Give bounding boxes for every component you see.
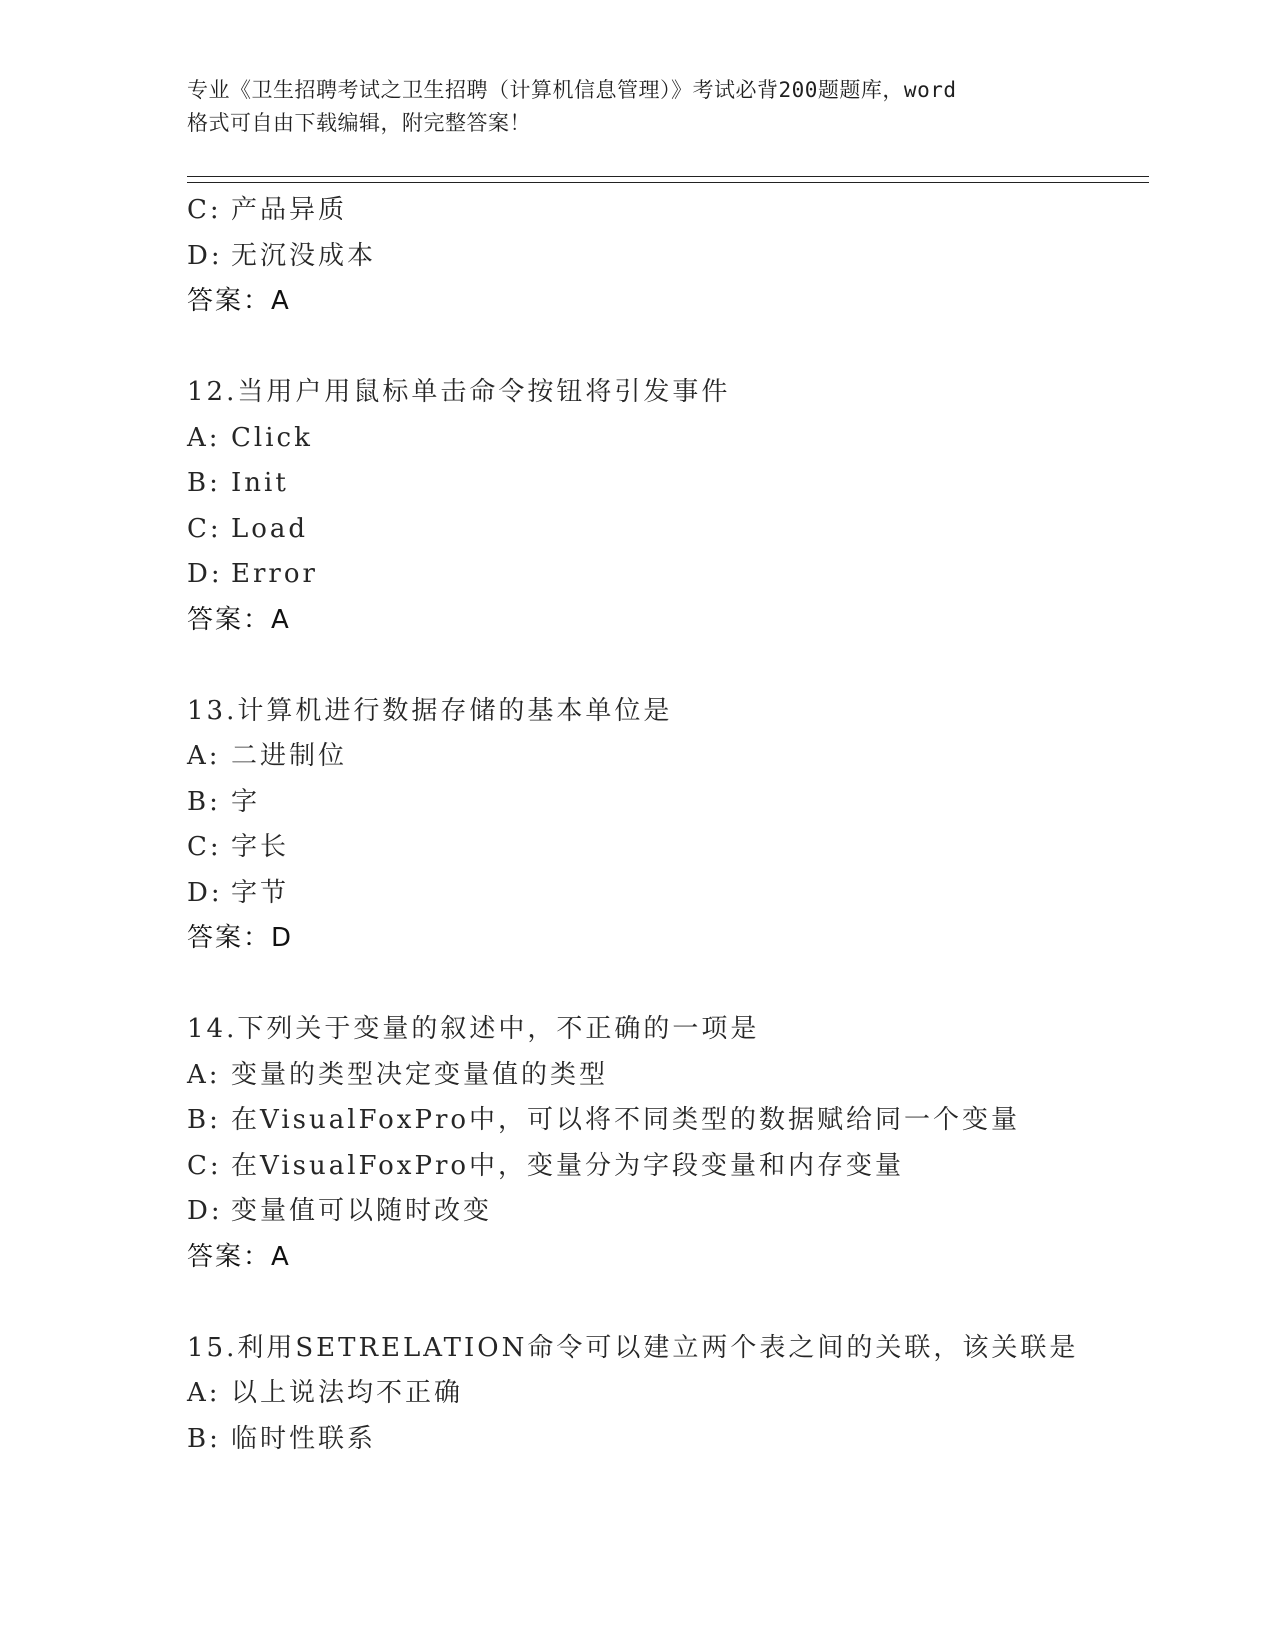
option-letter: B: — [187, 1105, 221, 1135]
option-row — [187, 416, 1167, 462]
option-row — [187, 780, 1167, 826]
option-letter: C: — [187, 1150, 222, 1181]
option-text: Click — [231, 422, 313, 453]
option-row — [187, 461, 1167, 507]
question-spacer — [187, 1280, 1167, 1326]
question-list — [187, 188, 1167, 1462]
option-letter: D: — [187, 877, 223, 908]
option-row — [187, 1144, 1167, 1190]
option-row — [187, 1053, 1167, 1099]
option-text: Load — [231, 513, 309, 544]
option-letter: C: — [187, 195, 222, 225]
option-text: 临时性联系 — [231, 1423, 377, 1454]
option-row — [187, 1098, 1167, 1144]
option-text: 变量值可以随时改变 — [231, 1196, 493, 1226]
option-row — [187, 871, 1167, 917]
option-text: 字长 — [231, 832, 290, 862]
option-letter: C: — [187, 513, 222, 544]
option-text: 无沉没成本 — [231, 240, 377, 271]
answer-line: 答案：A — [187, 604, 291, 635]
option-letter: B: — [187, 468, 221, 498]
option-letter: D: — [187, 240, 223, 271]
question-spacer — [187, 325, 1167, 371]
option-letter: A: — [187, 741, 221, 771]
option-row — [187, 552, 1167, 598]
option-row — [187, 1417, 1167, 1463]
option-letter: D: — [187, 559, 223, 589]
question-stem: 15.利用SETRELATION命令可以建立两个表之间的关联，该关联是 — [187, 1332, 1079, 1363]
question-stem: 14.下列关于变量的叙述中，不正确的一项是 — [187, 1014, 760, 1044]
option-letter: C: — [187, 832, 222, 862]
option-text: 产品异质 — [231, 195, 348, 225]
header-divider-top — [187, 176, 1149, 177]
question-spacer — [187, 962, 1167, 1008]
option-row — [187, 1371, 1167, 1417]
question-stem: 12.当用户用鼠标单击命令按钮将引发事件 — [187, 377, 731, 407]
header-title-line-1: 专业《卫生招聘考试之卫生招聘（计算机信息管理）》考试必背200题题库，word — [187, 78, 957, 102]
header-divider-bottom — [187, 182, 1149, 183]
answer-line: 答案：D — [187, 923, 294, 953]
option-text: 字 — [231, 786, 261, 817]
option-row — [187, 234, 1167, 280]
option-text: Init — [231, 468, 289, 498]
option-row — [187, 734, 1167, 780]
option-text: 字节 — [231, 877, 290, 908]
option-letter: A: — [187, 1059, 221, 1090]
answer-line: 答案：A — [187, 286, 291, 316]
answer-line: 答案：A — [187, 1241, 291, 1272]
option-letter: B: — [187, 1423, 221, 1454]
option-text: 二进制位 — [231, 741, 348, 771]
question-stem: 13.计算机进行数据存储的基本单位是 — [187, 695, 673, 726]
option-letter: B: — [187, 786, 221, 817]
option-text: 在VisualFoxPro中，变量分为字段变量和内存变量 — [231, 1150, 905, 1181]
document-header — [187, 74, 1087, 140]
option-row — [187, 188, 1167, 234]
header-title-line-2: 格式可自由下载编辑，附完整答案！ — [187, 111, 531, 135]
option-letter: A: — [187, 1378, 221, 1408]
option-row — [187, 825, 1167, 871]
option-row — [187, 1189, 1167, 1235]
option-letter: A: — [187, 422, 221, 453]
option-text: Error — [231, 559, 318, 589]
option-text: 在VisualFoxPro中，可以将不同类型的数据赋给同一个变量 — [231, 1105, 1021, 1135]
option-text: 以上说法均不正确 — [231, 1378, 464, 1408]
option-text: 变量的类型决定变量值的类型 — [231, 1059, 609, 1090]
question-spacer — [187, 643, 1167, 689]
option-letter: D: — [187, 1196, 223, 1226]
option-row — [187, 507, 1167, 553]
